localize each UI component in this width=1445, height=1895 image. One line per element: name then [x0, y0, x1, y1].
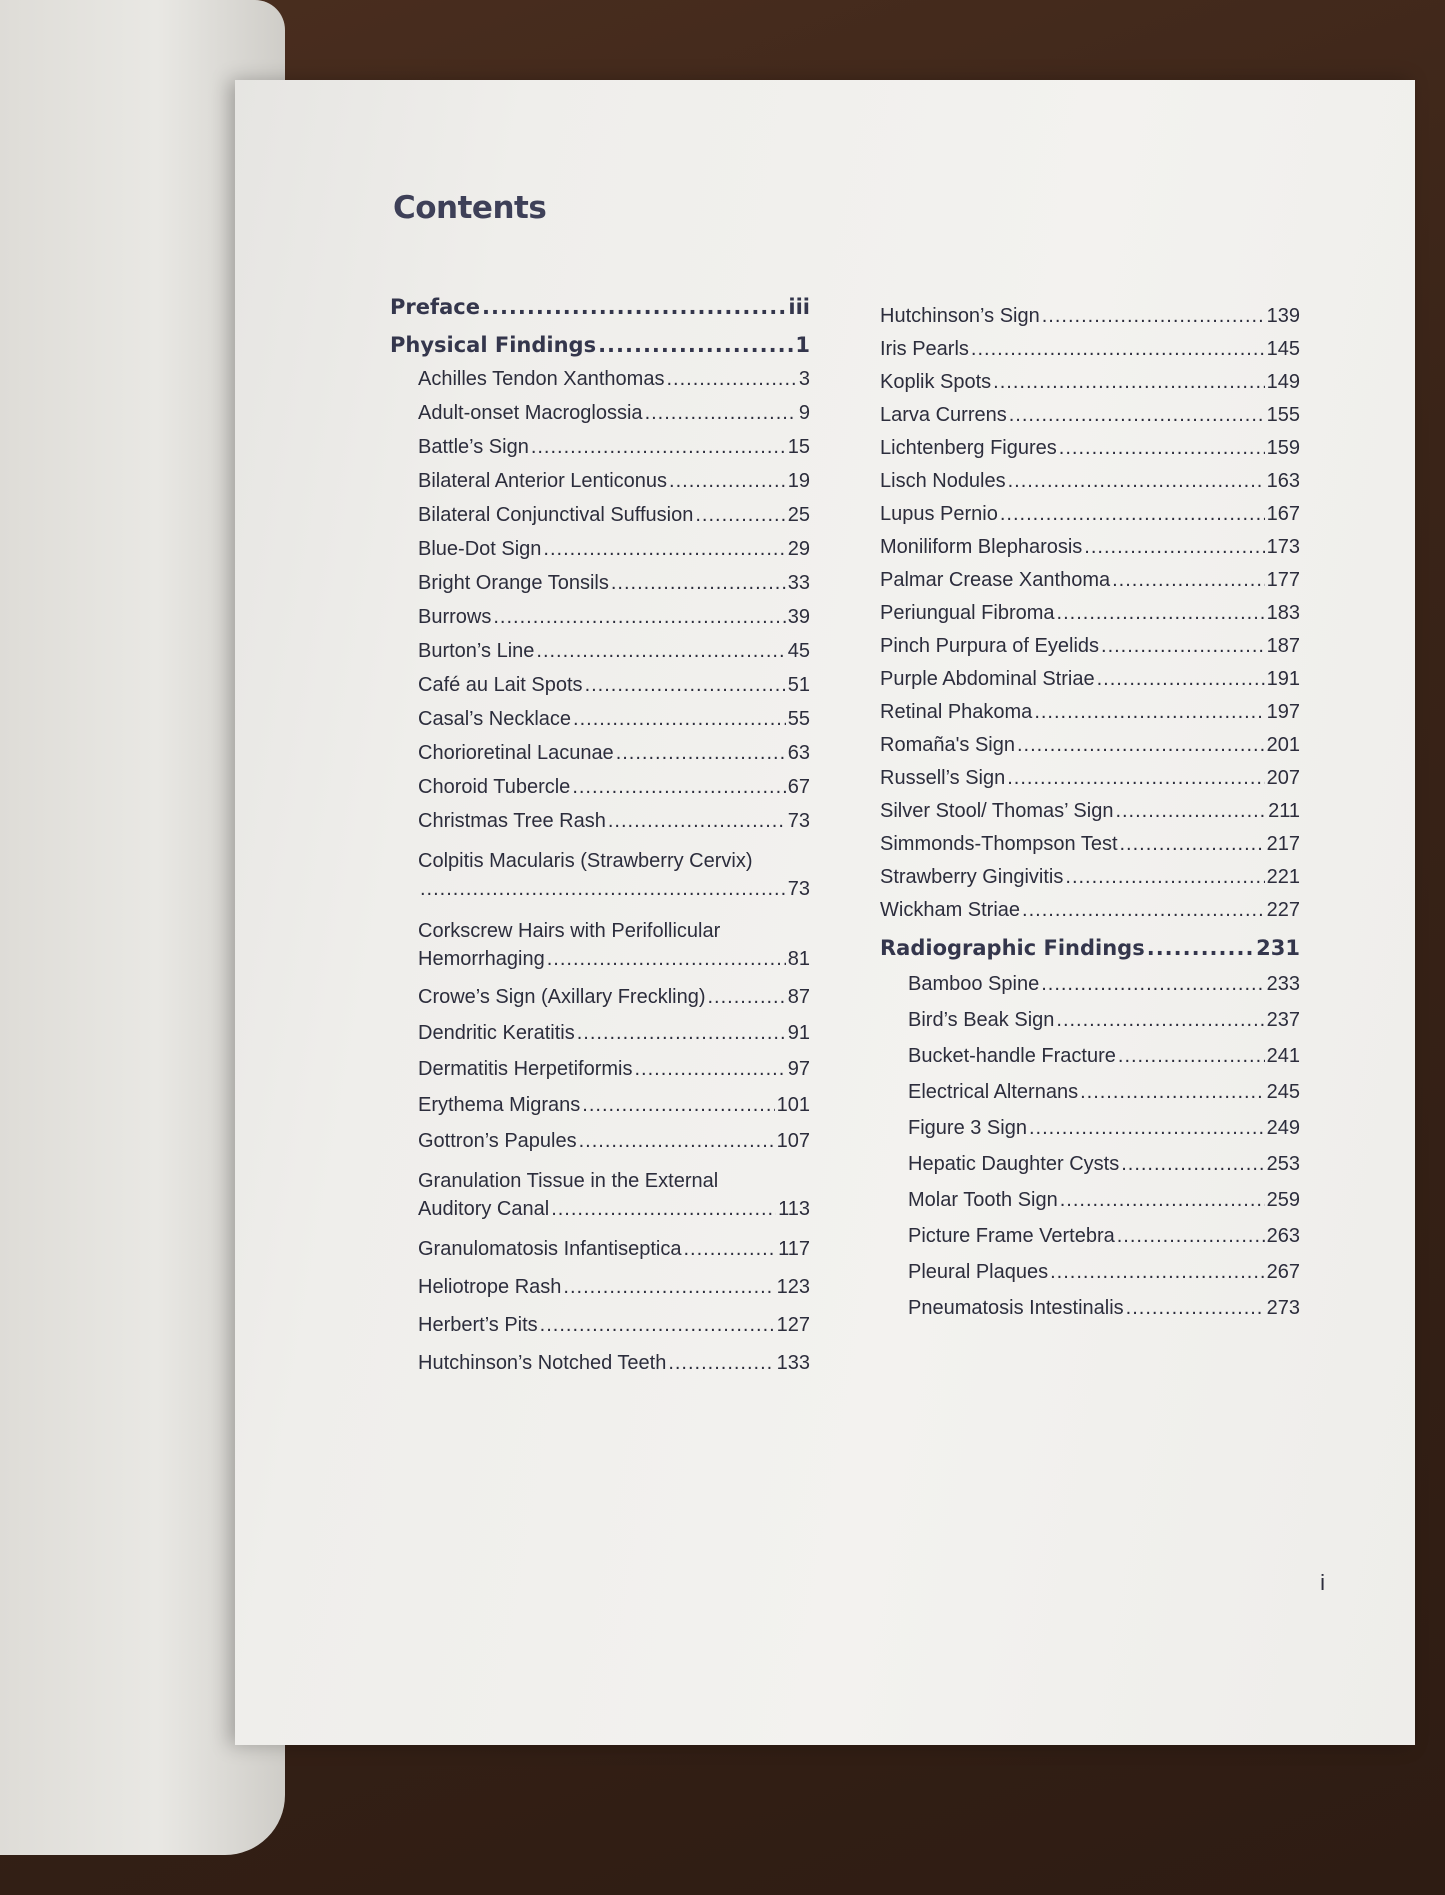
toc-list-physical-3 [390, 1237, 810, 1375]
toc-entry[interactable] [880, 469, 1300, 493]
toc-entry[interactable] [880, 1080, 1300, 1104]
toc-entry[interactable] [390, 1237, 810, 1261]
toc-entry-title: Periungual Fibroma [880, 602, 1055, 624]
toc-entry[interactable] [390, 741, 810, 765]
toc-entry-page: 259 [1266, 1189, 1300, 1211]
toc-entry-title: Romaña's Sign [880, 734, 1015, 756]
toc-entry-page: 15 [787, 436, 810, 458]
toc-entry-continuation [418, 945, 810, 973]
toc-dot-leader [1042, 304, 1265, 328]
toc-entry[interactable] [390, 503, 810, 527]
toc-entry-page: 101 [776, 1094, 810, 1116]
toc-column-right [880, 295, 1300, 1320]
toc-entry-title: Iris Pearls [880, 338, 969, 360]
toc-column-left [390, 295, 810, 1375]
toc-entry-title: Battle’s Sign [418, 436, 529, 458]
toc-entry-page: 191 [1266, 668, 1300, 690]
toc-entry-page: 33 [787, 572, 810, 594]
toc-entry-title: Hepatic Daughter Cysts [908, 1153, 1120, 1175]
toc-dot-leader [971, 337, 1265, 361]
toc-entry[interactable] [880, 667, 1300, 691]
toc-dot-leader [1120, 832, 1265, 856]
toc-entry[interactable] [880, 370, 1300, 394]
toc-entry[interactable] [880, 1260, 1300, 1284]
toc-entry[interactable] [880, 601, 1300, 625]
toc-entry[interactable] [390, 537, 810, 561]
toc-entry-wrapped[interactable] [390, 847, 810, 903]
toc-dot-leader [1017, 733, 1265, 757]
toc-entry-page: 221 [1266, 866, 1300, 888]
toc-dot-leader [1126, 1296, 1265, 1320]
toc-entry[interactable] [880, 502, 1300, 526]
toc-entry-title: Christmas Tree Rash [418, 810, 606, 832]
toc-entry-title: Larva Currens [880, 404, 1007, 426]
toc-entry-title: Erythema Migrans [418, 1094, 581, 1116]
toc-entry-page: 139 [1266, 305, 1300, 327]
toc-entry[interactable] [390, 435, 810, 459]
toc-entry[interactable] [880, 568, 1300, 592]
toc-entry-page: 267 [1266, 1261, 1300, 1283]
toc-dot-leader [666, 367, 796, 391]
page-number: i [1320, 1570, 1325, 1595]
toc-entry-title: Koplik Spots [880, 371, 992, 393]
toc-dot-leader [420, 875, 786, 903]
toc-entry-page: 9 [798, 402, 810, 424]
toc-entry[interactable] [880, 700, 1300, 724]
toc-dot-leader [1007, 766, 1264, 790]
toc-dot-leader [582, 1093, 774, 1117]
toc-entry-page: 87 [787, 986, 810, 1008]
toc-entry[interactable] [880, 972, 1300, 996]
toc-entry-page: 91 [787, 1022, 810, 1044]
toc-dot-leader [1112, 568, 1265, 592]
toc-entry-page: 81 [787, 948, 810, 970]
toc-entry-page: 107 [776, 1130, 810, 1152]
toc-entry-page: 45 [787, 640, 810, 662]
toc-entry-title: Lichtenberg Figures [880, 437, 1057, 459]
toc-entry[interactable] [880, 832, 1300, 856]
toc-entry-title: Achilles Tendon Xanthomas [418, 368, 665, 390]
toc-entry-title: Moniliform Blepharosis [880, 536, 1083, 558]
toc-section-preface[interactable]: Preface ..... iii [390, 295, 810, 319]
toc-entry-title: Café au Lait Spots [418, 674, 583, 696]
toc-dot-leader [645, 401, 797, 425]
toc-dot-leader [669, 469, 786, 493]
toc-dot-leader [585, 673, 786, 697]
toc-dot-leader [1121, 1152, 1264, 1176]
toc-dot-leader [1050, 1260, 1265, 1284]
toc-entry-title: Granulation Tissue in the External [418, 1170, 719, 1192]
toc-list-physical-1 [390, 367, 810, 833]
toc-entry-title: Lisch Nodules [880, 470, 1006, 492]
toc-entry-title: Choroid Tubercle [418, 776, 571, 798]
toc-entry-page: 187 [1266, 635, 1300, 657]
toc-dot-leader [531, 435, 786, 459]
toc-dot-leader [1097, 667, 1265, 691]
toc-dot-leader [1101, 634, 1265, 658]
toc-entry-title: Dendritic Keratitis [418, 1022, 575, 1044]
toc-entry[interactable] [880, 799, 1300, 823]
toc-entry-page: 245 [1266, 1081, 1300, 1103]
toc-entry-page: 51 [787, 674, 810, 696]
toc-entry-title: Bird’s Beak Sign [908, 1009, 1055, 1031]
toc-entry-page: 155 [1266, 404, 1300, 426]
toc-entry-continuation [418, 1195, 810, 1223]
toc-entry[interactable] [880, 1044, 1300, 1068]
toc-entry[interactable] [880, 1296, 1300, 1320]
toc-entry[interactable] [880, 1188, 1300, 1212]
toc-entry-page: 39 [787, 606, 810, 628]
toc-dot-leader [551, 1195, 776, 1223]
toc-entry-title: Blue-Dot Sign [418, 538, 542, 560]
toc-entry[interactable] [390, 707, 810, 731]
toc-entry-page: 183 [1266, 602, 1300, 624]
toc-entry-title: Russell’s Sign [880, 767, 1006, 789]
toc-entry[interactable] [390, 1275, 810, 1299]
toc-entry[interactable] [390, 1129, 810, 1153]
toc-entry[interactable] [880, 733, 1300, 757]
toc-dot-leader [1008, 469, 1265, 493]
toc-dot-leader [1009, 403, 1265, 427]
toc-entry-title: Strawberry Gingivitis [880, 866, 1064, 888]
toc-entry[interactable] [390, 571, 810, 595]
toc-dot-leader [1029, 1116, 1265, 1140]
toc-list-radiographic [880, 972, 1300, 1320]
toc-entry-wrapped[interactable] [390, 1167, 810, 1223]
toc-entry-title: Purple Abdominal Striae [880, 668, 1095, 690]
toc-entry-title: Casal’s Necklace [418, 708, 572, 730]
toc-entry[interactable] [880, 766, 1300, 790]
toc-dot-leader [634, 1057, 785, 1081]
toc-dot-leader [577, 1021, 786, 1045]
toc-dot-leader [1118, 1044, 1265, 1068]
toc-dot-leader [1000, 502, 1265, 526]
toc-entry-title: Simmonds-Thompson Test [880, 833, 1118, 855]
toc-entry-title: Picture Frame Vertebra [908, 1225, 1115, 1247]
toc-entry[interactable] [390, 469, 810, 493]
toc-entry-page: 241 [1266, 1045, 1300, 1067]
toc-entry-page: 73 [787, 810, 810, 832]
toc-entry-page: 127 [776, 1314, 810, 1336]
toc-entry-title: Bilateral Conjunctival Suffusion [418, 504, 694, 526]
toc-dot-leader [683, 1237, 776, 1261]
toc-entry-page: 159 [1266, 437, 1300, 459]
toc-entry[interactable] [390, 809, 810, 833]
toc-entry-page: 197 [1266, 701, 1300, 723]
toc-entry-page: 237 [1266, 1009, 1300, 1031]
toc-dot-leader [540, 1313, 775, 1337]
toc-entry[interactable] [390, 1021, 810, 1045]
toc-entry-title: Chorioretinal Lacunae [418, 742, 614, 764]
toc-list-physical-wrapped [390, 847, 810, 973]
toc-dot-leader [547, 945, 786, 973]
toc-entry-title: Pleural Plaques [908, 1261, 1049, 1283]
toc-entry-title: Retinal Phakoma [880, 701, 1033, 723]
toc-entry-page: 163 [1266, 470, 1300, 492]
toc-entry[interactable] [880, 403, 1300, 427]
toc-entry-page: 113 [778, 1198, 810, 1220]
toc-entry[interactable] [880, 535, 1300, 559]
toc-dot-leader [616, 741, 786, 765]
toc-entry-title: Corkscrew Hairs with Perifollicular [418, 920, 721, 942]
toc-entry-title: Palmar Crease Xanthoma [880, 569, 1111, 591]
toc-entry-title: Electrical Alternans [908, 1081, 1079, 1103]
toc-entry-page: 227 [1266, 899, 1300, 921]
toc-entry[interactable] [880, 634, 1300, 658]
toc-entry[interactable] [880, 1116, 1300, 1140]
toc-entry-title: Adult-onset Macroglossia [418, 402, 643, 424]
toc-entry-page: 273 [1266, 1297, 1300, 1319]
toc-entry-page: 217 [1266, 833, 1300, 855]
toc-section-physical-findings[interactable]: Physical Findings ..... 1 [390, 333, 810, 357]
toc-dot-leader [1084, 535, 1264, 559]
toc-entry-page: 19 [787, 470, 810, 492]
toc-entry-page: 97 [787, 1058, 810, 1080]
toc-dot-leader [493, 605, 785, 629]
toc-entry-page: 67 [787, 776, 810, 798]
toc-dot-leader [573, 707, 786, 731]
toc-dot-leader [563, 1275, 774, 1299]
toc-dot-leader [1117, 1224, 1265, 1248]
toc-entry-page: 177 [1266, 569, 1300, 591]
toc-dot-leader [579, 1129, 775, 1153]
toc-entry-title-cont: Hemorrhaging [418, 948, 545, 970]
toc-entry-title: Dermatitis Herpetiformis [418, 1058, 633, 1080]
toc-entry-title: Bilateral Anterior Lenticonus [418, 470, 668, 492]
toc-entry-page: 145 [1266, 338, 1300, 360]
toc-entry-page: 133 [776, 1352, 810, 1374]
toc-dot-leader [572, 775, 785, 799]
toc-dot-leader [543, 537, 785, 561]
toc-entry[interactable] [880, 436, 1300, 460]
toc-entry-page: 117 [778, 1238, 810, 1260]
toc-entry-title: Colpitis Macularis (Strawberry Cervix) [418, 850, 753, 872]
toc-entry-title: Hutchinson’s Sign [880, 305, 1040, 327]
toc-entry-page: 233 [1266, 973, 1300, 995]
toc-dot-leader [1034, 700, 1264, 724]
toc-entry[interactable] [390, 775, 810, 799]
toc-entry-title: Heliotrope Rash [418, 1276, 562, 1298]
toc-entry-title: Hutchinson’s Notched Teeth [418, 1352, 667, 1374]
toc-entry[interactable] [880, 337, 1300, 361]
toc-entry-title-cont: Auditory Canal [418, 1198, 550, 1220]
toc-entry-continuation [418, 875, 810, 903]
toc-entry-title: Gottron’s Papules [418, 1130, 577, 1152]
page-title: Contents [393, 190, 547, 226]
toc-list-physical-wrapped-2 [390, 1167, 810, 1223]
toc-dot-leader [993, 370, 1264, 394]
toc-entry-title: Pneumatosis Intestinalis [908, 1297, 1124, 1319]
toc-entry[interactable] [390, 985, 810, 1009]
toc-entry[interactable] [880, 1008, 1300, 1032]
toc-entry[interactable] [390, 1351, 810, 1375]
contents-page [235, 80, 1415, 1745]
toc-entry[interactable] [390, 1057, 810, 1081]
toc-dot-leader [1056, 1008, 1264, 1032]
toc-entry-title: Burrows [418, 606, 492, 628]
toc-entry-page: 201 [1266, 734, 1300, 756]
toc-entry-title: Bright Orange Tonsils [418, 572, 609, 594]
toc-entry[interactable] [390, 639, 810, 663]
toc-entry-page: 253 [1266, 1153, 1300, 1175]
toc-entry[interactable] [880, 898, 1300, 922]
toc-dot-leader [1059, 436, 1265, 460]
toc-entry-title: Molar Tooth Sign [908, 1189, 1058, 1211]
toc-entry-title: Bucket-handle Fracture [908, 1045, 1116, 1067]
toc-list-right [880, 304, 1300, 922]
toc-dot-leader [1080, 1080, 1265, 1104]
toc-entry[interactable] [390, 673, 810, 697]
toc-entry-page: 211 [1268, 800, 1300, 822]
toc-entry[interactable] [880, 865, 1300, 889]
toc-dot-leader [1057, 601, 1265, 625]
toc-entry-page: 167 [1266, 503, 1300, 525]
toc-entry[interactable] [390, 1313, 810, 1337]
toc-dot-leader [1115, 799, 1266, 823]
toc-entry-page: 207 [1266, 767, 1300, 789]
toc-dot-leader [608, 809, 786, 833]
toc-dot-leader [1022, 898, 1265, 922]
toc-entry-page: 123 [776, 1276, 810, 1298]
toc-dot-leader [707, 985, 785, 1009]
toc-entry[interactable] [390, 401, 810, 425]
toc-entry-page: 29 [787, 538, 810, 560]
toc-entry-page: 149 [1266, 371, 1300, 393]
toc-dot-leader [536, 639, 785, 663]
toc-dot-leader [611, 571, 786, 595]
toc-list-physical-2 [390, 985, 810, 1153]
toc-entry[interactable] [390, 367, 810, 391]
toc-entry-page: 55 [787, 708, 810, 730]
toc-entry-page: 73 [787, 878, 810, 900]
toc-entry-title: Crowe’s Sign (Axillary Freckling) [418, 986, 706, 1008]
toc-dot-leader [1060, 1188, 1265, 1212]
toc-entry-page: 25 [787, 504, 810, 526]
toc-entry-page: 173 [1266, 536, 1300, 558]
toc-entry-page: 263 [1266, 1225, 1300, 1247]
toc-entry-title: Pinch Purpura of Eyelids [880, 635, 1100, 657]
toc-entry-page: 3 [798, 368, 810, 390]
toc-entry[interactable] [880, 304, 1300, 328]
toc-entry-title: Figure 3 Sign [908, 1117, 1027, 1139]
toc-dot-leader [668, 1351, 774, 1375]
toc-entry-title: Burton’s Line [418, 640, 535, 662]
toc-entry-title: Herbert’s Pits [418, 1314, 538, 1336]
toc-entry-title: Lupus Pernio [880, 503, 998, 525]
toc-section-radiographic-findings[interactable]: Radiographic Findings ..... 231 [880, 936, 1300, 960]
toc-dot-leader [1065, 865, 1264, 889]
toc-entry[interactable] [390, 605, 810, 629]
toc-entry-page: 249 [1266, 1117, 1300, 1139]
toc-dot-leader [1041, 972, 1264, 996]
toc-dot-leader [695, 503, 785, 527]
toc-entry-page: 63 [787, 742, 810, 764]
toc-entry-title: Wickham Striae [880, 899, 1021, 921]
toc-entry-title: Silver Stool/ Thomas’ Sign [880, 800, 1114, 822]
toc-entry[interactable] [390, 1093, 810, 1117]
toc-entry[interactable] [880, 1152, 1300, 1176]
toc-entry-title: Granulomatosis Infantiseptica [418, 1238, 682, 1260]
toc-entry-title: Bamboo Spine [908, 973, 1040, 995]
toc-entry-wrapped[interactable] [390, 917, 810, 973]
toc-entry[interactable] [880, 1224, 1300, 1248]
